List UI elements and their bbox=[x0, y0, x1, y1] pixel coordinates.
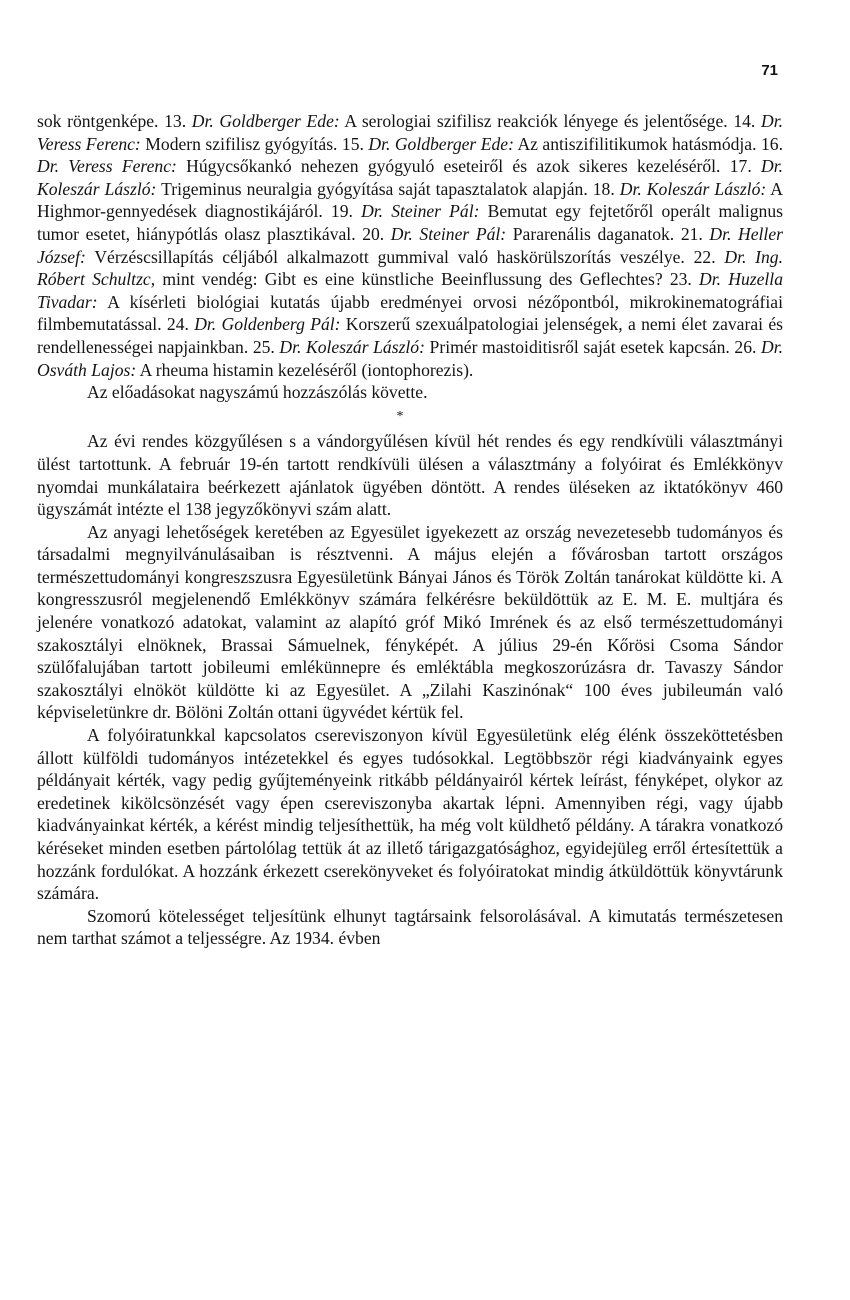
lecturer-name: Dr. Koleszár László: bbox=[619, 178, 767, 199]
lecture-text: Trigeminus neuralgia gyógyítása saját tapasztalatok alapján. 18. bbox=[156, 178, 620, 199]
lecture-text: A Highmor-gennyedések diagnostikájáról. 19. bbox=[37, 178, 783, 222]
lecture-text: Vérzéscsillapítás céljából alkalmazott gummival való haskörülszorítás veszélye. 22. bbox=[85, 246, 725, 267]
exchange-paragraph: A folyóiratunkkal kapcsolatos csereviszonyon kívül Egyesületünk elég élénk összeköttetésben állott külföldi tudományos intézetekkel és egyes tudósokkal. Legtöbbször régi kiadványaink egyes példányait kérték, vagy pedig gyűjteményeink ritkább példányairól kértek leírást, fényképet, olykor az eredetinek kikölcsönzését vagy épen csereviszonyba akartak lépni. Amennyiben régi, vagy újabb kiadványainkat kérték, a kérést mindig teljesíthettük, ha még volt küldhető példány. A tárakra vonatkozó kéréseket minden esetben pártolólag tettük át az illető tárigazgatósághoz, egyidejüleg erről értesítettük a hozzánk fordulókat. A hozzánk érkezett cserekönyveket és folyóiratokat mindig átküldöttük könyvtárunk számára. bbox=[37, 725, 783, 904]
discussion-paragraph: Az előadásokat nagyszámú hozzászólás követte. bbox=[87, 382, 428, 403]
lecturer-name: Dr. Goldenberg Pál: bbox=[194, 314, 341, 335]
section-separator: * bbox=[396, 408, 404, 424]
lecture-text: Húgycsőkankó nehezen gyógyuló eseteiről és azok sikeres kezeléséről. 17. bbox=[176, 156, 761, 177]
lecture-text: Korszerű szexuálpatologiai jelenségek, a nemi élet zavarai és rendellenességei napjainkban. 25. bbox=[37, 314, 783, 357]
lecture-text: mint vendég: Gibt es eine künstliche Beeinflussung des Geflechtes? 23. bbox=[155, 269, 700, 290]
lecturer-name: Dr. Steiner Pál: bbox=[361, 201, 480, 222]
page-body bbox=[37, 110, 783, 950]
page-number: 71 bbox=[761, 62, 778, 79]
obituary-intro-paragraph: Szomorú kötelességet teljesítünk elhunyt tagtársaink felsorolásával. A kimutatás természetesen nem tarthat számot a teljességre. Az 1934. évben bbox=[37, 905, 783, 949]
lecturer-name: Dr. Osváth Lajos: bbox=[37, 336, 783, 380]
lecture-text: Pararenális daganatok. 21. bbox=[506, 223, 710, 244]
lecturer-name: Dr. Veress Ferenc: bbox=[37, 156, 177, 177]
lecture-list-paragraph bbox=[37, 110, 783, 381]
participation-paragraph: Az anyagi lehetőségek keretében az Egyesület igyekezett az ország nevezetesebb tudományos és társadalmi megnyilvánulásaiban is résztvenni. A május elején a fővárosban tartott országos természettudományi kongreszszusra Egyesületünk Bányai János és Török Zoltán tanárokat küldötte ki. A kongresszusról megjelenendő Emlékkönyv számára felkérésre beküldöttük az E. M. E. multjára és jelenére vonatkozó adatokat, valamint az alapító gróf Mikó Imrének és az első természettudományi szakosztályi elnöknek, Brassai Sámuelnek, fényképét. A július 29-én Kőrösi Csoma Sándor szülőfalujában tartott jobileumi emlékünnepre és emléktábla megkoszorúzásra dr. Tavaszy Sándor szakosztályi elnököt küldötte ki az Egyesület. A „Zilahi Kaszinónak“ 100 éves jubileumán való képviseletünkre dr. Bölöni Zoltán ottani ügyvédet kértük fel. bbox=[37, 521, 783, 723]
lecturer-name: Dr. Ing. Róbert Schultzc, bbox=[37, 246, 783, 290]
lecturer-name: Dr. Huzella Tivadar: bbox=[37, 269, 783, 312]
lecturer-name: Dr. Koleszár László: bbox=[37, 156, 783, 199]
lecturer-name: Dr. Koleszár László: bbox=[279, 336, 425, 357]
lecturer-name: Dr. Goldberger Ede: bbox=[368, 133, 514, 154]
lecturer-name: Dr. Goldberger Ede: bbox=[191, 111, 340, 131]
lecture-text: A serologiai szifilisz reakciók lényege és jelentősége. 14. bbox=[339, 111, 761, 131]
lecture-text: Az antiszifilitikumok hatásmódja. 16. bbox=[513, 133, 783, 154]
lecture-text: A rheuma histamin kezeléséről (iontophorezis). bbox=[136, 359, 474, 380]
lecturer-name: Dr. Veress Ferenc: bbox=[37, 111, 783, 154]
lecture-text: Bemutat egy fejtetőről operált malignus tumor esetet, hiánypótlás olasz plasztikával. 20. bbox=[37, 201, 783, 244]
lecturer-name: Dr. Steiner Pál: bbox=[390, 223, 507, 244]
lecture-text: sok röntgenképe. 13. bbox=[37, 111, 192, 131]
lecture-text: Modern szifilisz gyógyítás. 15. bbox=[140, 133, 369, 154]
lecture-text: A kísérleti biológiai kutatás újabb eredményei orvosi nézőpontból, mikrokinematográfiai filmbemutatással. 24. bbox=[37, 291, 783, 335]
lecturer-name: Dr. Heller József: bbox=[37, 223, 783, 267]
lecture-text: Primér mastoiditisről saját esetek kapcsán. 26. bbox=[424, 336, 761, 357]
meetings-paragraph: Az évi rendes közgyűlésen s a vándorgyűlésen kívül hét rendes és egy rendkívüli választmányi ülést tartottunk. A február 19-én tartott rendkívüli ülésen a választmány a folyóirat és Emlékkönyv nyomdai munkálataira beérkezett ajánlatok ügyében döntött. A rendes üléseken az iktatókönyv 460 ügyszámát intézte el 138 jegyzőkönyvi szám alatt. bbox=[37, 431, 783, 520]
